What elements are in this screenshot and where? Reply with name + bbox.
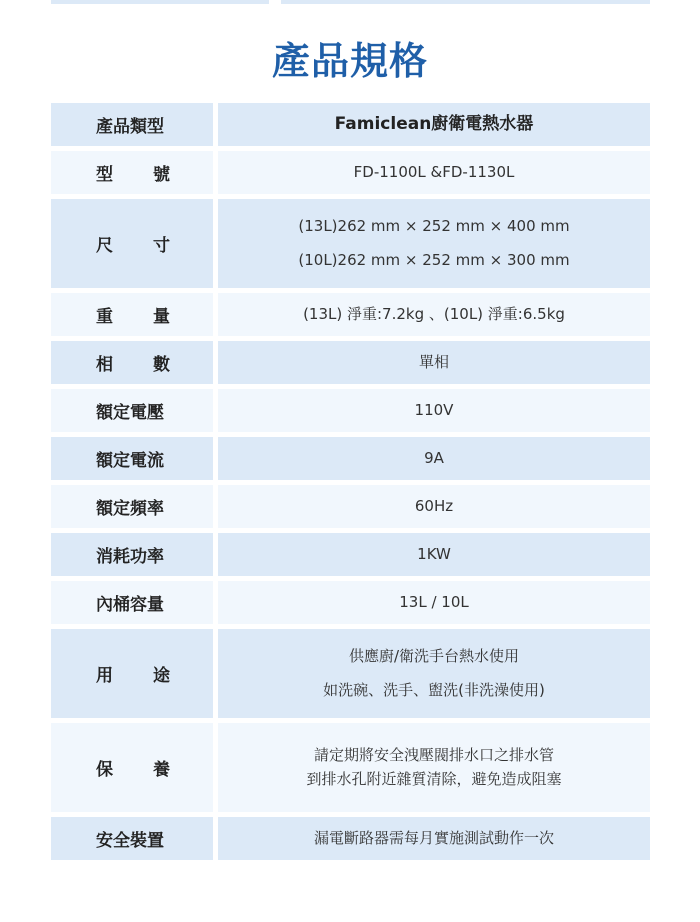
row-value bbox=[218, 103, 650, 146]
table-row-safety-device bbox=[51, 817, 650, 860]
row-value: 漏電斷路器需每月實施測試動作一次 bbox=[218, 817, 650, 860]
row-value: FD-1100L &FD-1130L bbox=[218, 151, 650, 194]
product-type-value: Famiclean廚衛電熱水器 bbox=[334, 114, 534, 135]
table-row-weight bbox=[51, 293, 650, 336]
top-decorative-strip-left bbox=[51, 0, 269, 4]
spec-table bbox=[51, 103, 650, 865]
page-title: 產品規格 bbox=[271, 39, 428, 83]
row-label: 用 途 bbox=[51, 629, 213, 718]
row-label: 尺 寸 bbox=[51, 199, 213, 288]
row-label: 相 數 bbox=[51, 341, 213, 384]
row-value: 9A bbox=[218, 437, 650, 480]
row-value: 13L / 10L bbox=[218, 581, 650, 624]
row-value: 1KW bbox=[218, 533, 650, 576]
row-value: 110V bbox=[218, 389, 650, 432]
table-row-tank-capacity bbox=[51, 581, 650, 624]
row-value: 供應廚/衛洗手台熱水使用 如洗碗、洗手、盥洗(非洗澡使用) bbox=[218, 629, 650, 718]
row-value: 請定期將安全洩壓閥排水口之排水管 到排水孔附近雜質清除，避免造成阻塞 bbox=[218, 723, 650, 812]
table-row-power-consumption bbox=[51, 533, 650, 576]
table-row-model bbox=[51, 151, 650, 194]
table-row-rated-voltage bbox=[51, 389, 650, 432]
row-label: 型 號 bbox=[51, 151, 213, 194]
row-label: 保 養 bbox=[51, 723, 213, 812]
row-label: 重 量 bbox=[51, 293, 213, 336]
table-row-product-type bbox=[51, 103, 650, 146]
top-decorative-strip-right bbox=[281, 0, 650, 4]
table-row-usage bbox=[51, 629, 650, 718]
row-label: 額定電壓 bbox=[51, 389, 213, 432]
table-row-rated-current bbox=[51, 437, 650, 480]
row-label: 額定電流 bbox=[51, 437, 213, 480]
table-row-phase bbox=[51, 341, 650, 384]
row-label: 額定頻率 bbox=[51, 485, 213, 528]
row-value: 單相 bbox=[218, 341, 650, 384]
row-value: (13L) 淨重:7.2kg 、(10L) 淨重:6.5kg bbox=[218, 293, 650, 336]
row-label: 安全裝置 bbox=[51, 817, 213, 860]
row-label: 內桶容量 bbox=[51, 581, 213, 624]
row-label: 產品類型 bbox=[51, 103, 213, 146]
table-row-rated-frequency bbox=[51, 485, 650, 528]
table-row-maintenance bbox=[51, 723, 650, 812]
row-value: (13L)262 mm × 252 mm × 400 mm (10L)262 mm × 252 mm × 300 mm bbox=[218, 199, 650, 288]
row-label: 消耗功率 bbox=[51, 533, 213, 576]
table-row-dimensions bbox=[51, 199, 650, 288]
row-value: 60Hz bbox=[218, 485, 650, 528]
